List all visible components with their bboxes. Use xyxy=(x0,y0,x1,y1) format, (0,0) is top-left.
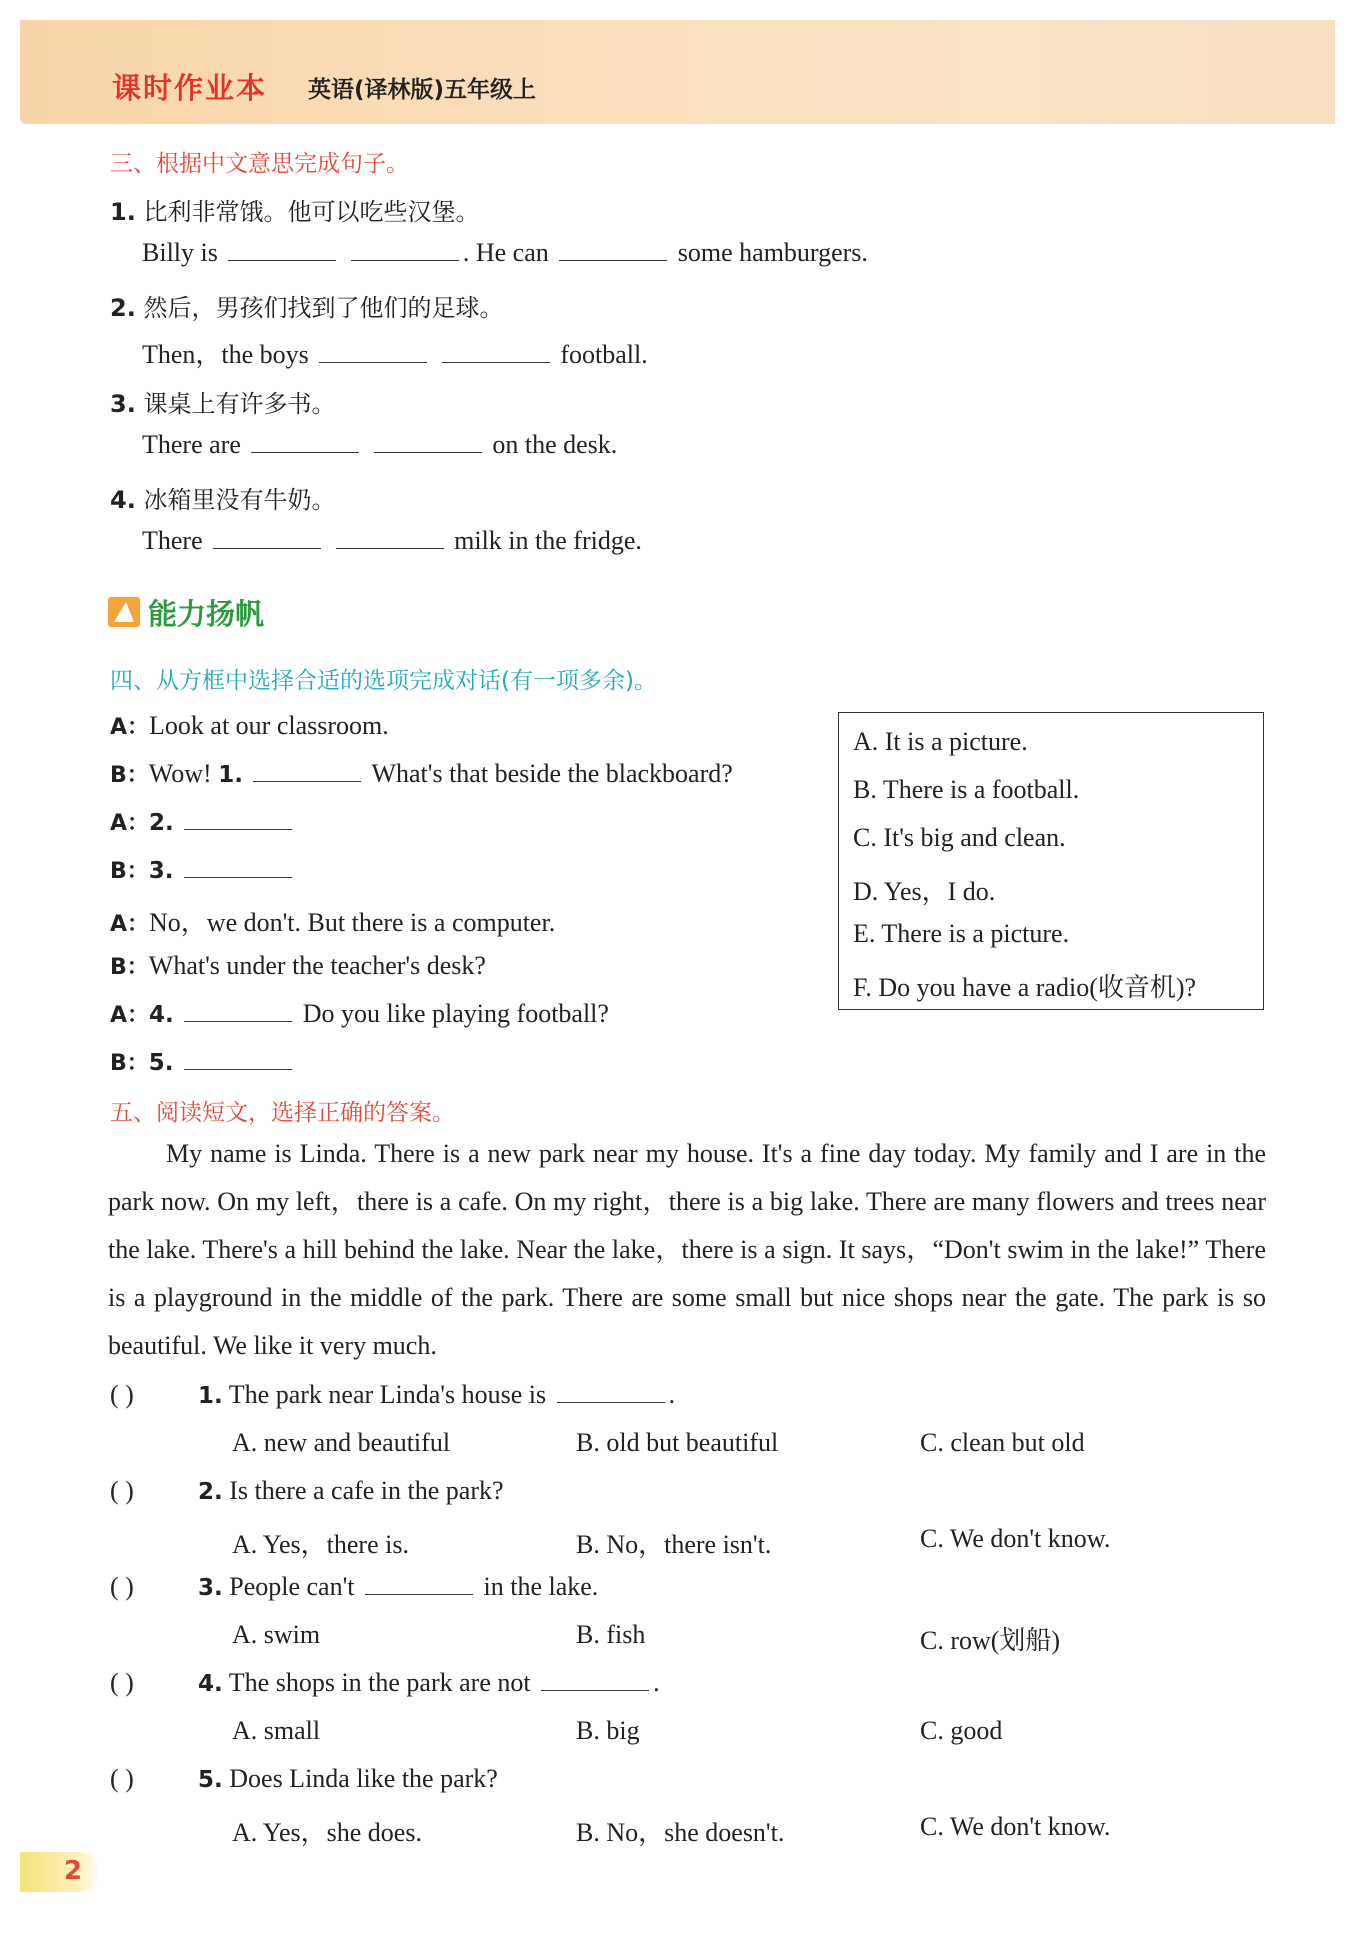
book-subtitle: 英语(译林版)五年级上 xyxy=(308,77,537,103)
s3-item4-num: 4. xyxy=(110,486,136,514)
s3-item3-cn: 课桌上有许多书。 xyxy=(143,390,336,418)
question-number: 4. xyxy=(198,1671,223,1697)
blank-number: 1. xyxy=(218,762,243,788)
question-text-end: . xyxy=(653,1668,660,1697)
question-number: 2. xyxy=(198,1479,223,1505)
question-3 xyxy=(198,1572,598,1602)
s3-item4-text-b: milk in the fridge. xyxy=(454,526,642,555)
s3-item1-text-b: . He can xyxy=(462,238,549,267)
s3-item1-english xyxy=(142,238,868,268)
question-4 xyxy=(198,1668,660,1698)
question-2 xyxy=(198,1476,504,1506)
answer-bracket[interactable]: ( ) xyxy=(110,1764,134,1793)
s3-item1-num: 1. xyxy=(110,198,136,226)
s3-item2-text-a: Then，the boys xyxy=(142,340,309,369)
s3-item3-text-b: on the desk. xyxy=(492,430,618,459)
s3-item2-num: 2. xyxy=(110,294,136,322)
question-number: 1. xyxy=(198,1383,223,1409)
speaker-label: A： xyxy=(110,811,150,836)
section4-title: 四、从方框中选择合适的选项完成对话(有一项多余)。 xyxy=(110,668,657,694)
answer-bracket[interactable]: ( ) xyxy=(110,1476,134,1505)
option-a: A. It is a picture. xyxy=(853,727,1028,756)
answer-blank[interactable] xyxy=(213,526,321,549)
answer-blank[interactable] xyxy=(351,238,459,261)
section5-title: 五、阅读短文，选择正确的答案。 xyxy=(110,1100,455,1126)
answer-blank[interactable] xyxy=(184,999,292,1022)
question-text: Is there a cafe in the park? xyxy=(229,1476,504,1505)
question-text: Does Linda like the park? xyxy=(229,1764,498,1793)
s3-item2-chinese xyxy=(110,288,503,323)
speaker-label: A： xyxy=(110,912,150,937)
answer-bracket[interactable]: ( ) xyxy=(110,1572,134,1601)
speaker-label: B： xyxy=(110,1051,149,1076)
q2-choice-c[interactable]: C. We don't know. xyxy=(920,1524,1111,1553)
blank-number: 4. xyxy=(149,1002,174,1028)
q2-choice-b[interactable]: B. No，there isn't. xyxy=(576,1530,772,1559)
speaker-label: B： xyxy=(110,859,149,884)
question-5 xyxy=(198,1764,498,1794)
q1-choice-c[interactable]: C. clean but old xyxy=(920,1428,1085,1457)
answer-blank[interactable] xyxy=(541,1668,649,1691)
answer-blank[interactable] xyxy=(184,1047,292,1070)
dialogue-line-7 xyxy=(110,998,609,1029)
s3-item2-cn: 然后，男孩们找到了他们的足球。 xyxy=(143,294,504,322)
answer-blank[interactable] xyxy=(336,526,444,549)
q3-choice-b[interactable]: B. fish xyxy=(576,1620,646,1649)
option-c: C. It's big and clean. xyxy=(853,823,1066,852)
question-text-end: . xyxy=(668,1380,676,1409)
dialogue-text: Do you like playing football? xyxy=(302,999,609,1028)
answer-blank[interactable] xyxy=(557,1380,665,1403)
s3-item4-chinese xyxy=(110,480,335,515)
q1-choice-a[interactable]: A. new and beautiful xyxy=(232,1428,451,1457)
s3-item3-chinese xyxy=(110,384,335,419)
answer-bracket[interactable]: ( ) xyxy=(110,1380,134,1409)
s3-item1-cn: 比利非常饿。他可以吃些汉堡。 xyxy=(143,198,480,226)
q5-choice-a[interactable]: A. Yes，she does. xyxy=(232,1818,422,1847)
answer-blank[interactable] xyxy=(374,430,482,453)
question-number: 5. xyxy=(198,1767,223,1793)
answer-blank[interactable] xyxy=(319,340,427,363)
s3-item4-text-a: There xyxy=(142,526,203,555)
sail-icon xyxy=(108,597,140,627)
option-e: E. There is a picture. xyxy=(853,919,1070,948)
blank-number: 3. xyxy=(148,858,174,884)
options-box xyxy=(838,712,1264,1010)
speaker-label: B： xyxy=(110,763,149,788)
speaker-label: B： xyxy=(110,955,149,980)
answer-bracket[interactable]: ( ) xyxy=(110,1668,134,1697)
dialogue-text: What's that beside the blackboard? xyxy=(371,759,733,788)
q4-choice-b[interactable]: B. big xyxy=(576,1716,640,1745)
s3-item4-english xyxy=(142,526,642,556)
dialogue-line-5 xyxy=(110,902,555,939)
ability-heading xyxy=(108,594,264,630)
q5-choice-b[interactable]: B. No，she doesn't. xyxy=(576,1818,785,1847)
s3-item3-text-a: There are xyxy=(142,430,241,459)
s3-item2-text-b: football. xyxy=(560,340,648,369)
passage-text: My name is Linda. There is a new park near my house. It's a fine day today. My family and I are in the park now. On my left，there is a cafe. On my right，there is a big lake. There are many flowers and trees near the lake. There's a hill behind the lake. Near the lake，there is a sign. It says，“Don't swim in the lake!” There is a playground in the middle of the park. There are some small but nice shops near the gate. The park is so beautiful. We like it very much. xyxy=(108,1139,1266,1360)
s3-item1-text-c: some hamburgers. xyxy=(677,238,868,267)
reading-passage xyxy=(108,1130,1266,1370)
ability-title: 能力扬帆 xyxy=(148,596,265,631)
dialogue-text: No，we don't. But there is a computer. xyxy=(149,908,556,937)
q1-choice-b[interactable]: B. old but beautiful xyxy=(576,1428,779,1457)
page-number: 2 xyxy=(64,1856,83,1886)
answer-blank[interactable] xyxy=(251,430,359,453)
question-1 xyxy=(198,1380,675,1410)
answer-blank[interactable] xyxy=(559,238,667,261)
question-text: The park near Linda's house is xyxy=(228,1380,547,1409)
section3-title: 三、根据中文意思完成句子。 xyxy=(110,151,409,177)
dialogue-line-6 xyxy=(110,950,486,981)
question-text-end: in the lake. xyxy=(483,1572,599,1601)
dialogue-text: What's under the teacher's desk? xyxy=(148,951,486,980)
answer-blank[interactable] xyxy=(442,340,550,363)
answer-blank[interactable] xyxy=(184,807,292,830)
speaker-label: A： xyxy=(110,1003,150,1028)
blank-number: 5. xyxy=(148,1050,174,1076)
question-text: The shops in the park are not xyxy=(228,1668,531,1697)
q3-choice-a[interactable]: A. swim xyxy=(232,1620,321,1649)
option-d: D. Yes，I do. xyxy=(853,877,996,906)
option-f: F. Do you have a radio(收音机)? xyxy=(853,973,1197,1002)
answer-blank[interactable] xyxy=(365,1572,473,1595)
option-b: B. There is a football. xyxy=(853,775,1080,804)
blank-number: 2. xyxy=(149,810,174,836)
dialogue-line-8 xyxy=(110,1046,296,1077)
q4-choice-a[interactable]: A. small xyxy=(232,1716,321,1745)
s3-item3-num: 3. xyxy=(110,390,136,418)
question-number: 3. xyxy=(198,1575,223,1601)
s3-item4-cn: 冰箱里没有牛奶。 xyxy=(143,486,336,514)
q2-choice-a[interactable]: A. Yes，there is. xyxy=(232,1530,409,1559)
answer-blank[interactable] xyxy=(184,855,292,878)
dialogue-line-1 xyxy=(110,710,389,741)
dialogue-line-4 xyxy=(110,854,296,885)
book-brand-title: 课时作业本 xyxy=(112,71,268,105)
q3-choice-c[interactable]: C. row(划船) xyxy=(920,1626,1061,1655)
s3-item3-english xyxy=(142,430,617,460)
answer-blank[interactable] xyxy=(228,238,336,261)
q4-choice-c[interactable]: C. good xyxy=(920,1716,1003,1745)
dialogue-line-2 xyxy=(110,758,733,789)
s3-item2-english xyxy=(142,334,648,371)
dialogue-text: Look at our classroom. xyxy=(149,711,389,740)
s3-item1-text-a: Billy is xyxy=(142,238,218,267)
s3-item1-chinese xyxy=(110,192,479,227)
page-number-tab xyxy=(20,1852,100,1892)
answer-blank[interactable] xyxy=(253,759,361,782)
q5-choice-c[interactable]: C. We don't know. xyxy=(920,1812,1111,1841)
dialogue-line-3 xyxy=(110,806,296,837)
dialogue-text: Wow! xyxy=(148,759,212,788)
speaker-label: A： xyxy=(110,715,150,740)
question-text: People can't xyxy=(229,1572,355,1601)
